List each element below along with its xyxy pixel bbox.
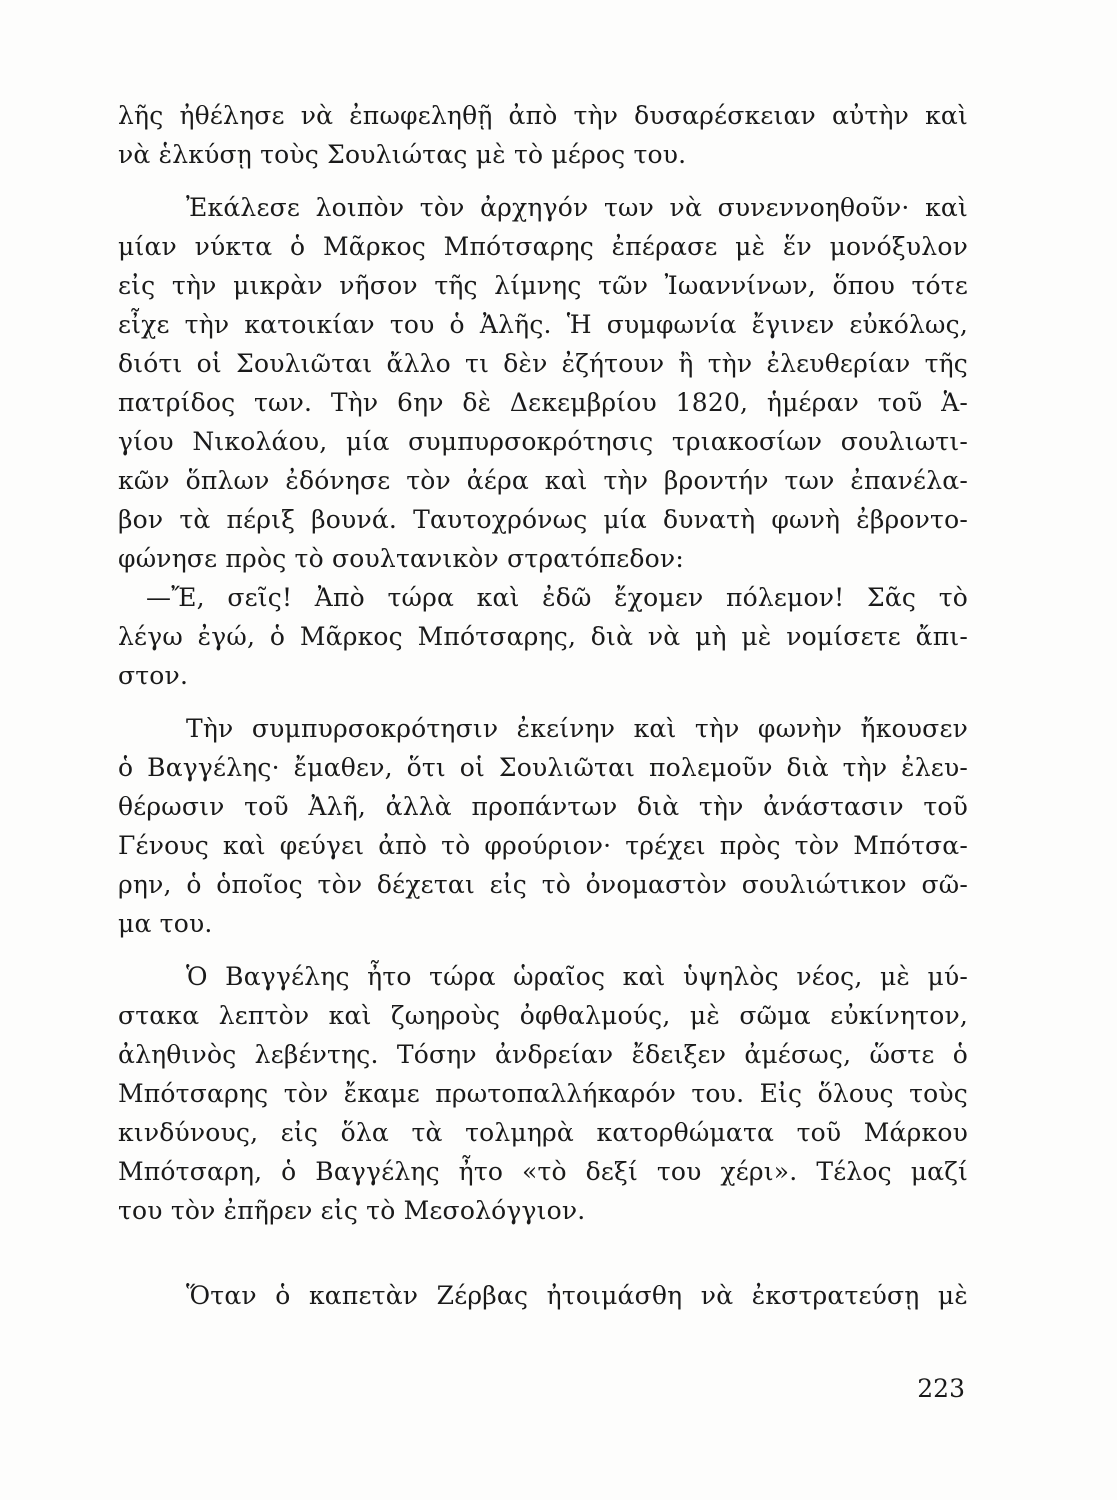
text-line: στον.	[118, 661, 189, 690]
text-line: εἶχε τὴν κατοικίαν του ὁ Ἀλῆς. Ἡ συμφωνία ἔγινεν εὐκόλως,	[118, 310, 968, 339]
text-line: γίου Νικολάου, μία συμπυρσοκρότησις τριακοσίων σουλιωτι-	[118, 427, 968, 456]
text-line: κινδύνους, εἰς ὅλα τὰ τολμηρὰ κατορθώματα τοῦ Μάρκου	[118, 1118, 968, 1147]
text-line: ρην, ὁ ὁποῖος τὸν δέχεται εἰς τὸ ὀνομαστὸν σουλιώτικον σῶ-	[118, 870, 968, 899]
text-line: μα του.	[118, 909, 213, 938]
text-line: ὁ Βαγγέλης· ἔμαθεν, ὅτι οἱ Σουλιῶται πολεμοῦν διὰ τὴν ἐλευ-	[118, 753, 968, 782]
text-line: πατρίδος των. Τὴν 6ην δὲ Δεκεμβρίου 1820, ἡμέραν τοῦ Ἁ-	[118, 388, 968, 417]
text-line: βον τὰ πέριξ βουνά. Ταυτοχρόνως μία δυνατὴ φωνὴ ἐβροντο-	[118, 505, 968, 534]
text-line: εἰς τὴν μικρὰν νῆσον τῆς λίμνης τῶν Ἰωαννίνων, ὅπου τότε	[118, 271, 968, 300]
paragraph-gap	[118, 943, 968, 957]
text-line: λῆς ἠθέλησε νὰ ἐπωφεληθῇ ἀπὸ τὴν δυσαρέσκειαν αὐτὴν καὶ	[118, 101, 968, 130]
text-line: Τὴν συμπυρσοκρότησιν ἐκείνην καὶ τὴν φωνὴν ἤκουσεν	[186, 714, 968, 743]
page-text	[118, 96, 968, 1315]
text-line: Ὅταν ὁ καπετὰν Ζέρβας ἠτοιμάσθη νὰ ἐκστρατεύσῃ μὲ	[186, 1281, 968, 1310]
text-line: του τὸν ἐπῆρεν εἰς τὸ Μεσολόγγιον.	[118, 1196, 586, 1225]
dialogue-line: —Ἔ, σεῖς! Ἀπὸ τώρα καὶ ἐδῶ ἔχομεν πόλεμον! Σᾶς τὸ	[146, 583, 968, 612]
text-line: κῶν ὅπλων ἐδόνησε τὸν ἀέρα καὶ τὴν βροντήν των ἐπανέλα-	[118, 466, 968, 495]
text-line: νὰ ἑλκύσῃ τοὺς Σουλιώτας μὲ τὸ μέρος του.	[118, 140, 687, 169]
paragraph-gap	[118, 695, 968, 709]
text-line: λέγω ἐγώ, ὁ Μᾶρκος Μπότσαρης, διὰ νὰ μὴ μὲ νομίσετε ἄπι-	[118, 622, 968, 651]
text-line: θέρωσιν τοῦ Ἀλῆ, ἀλλὰ προπάντων διὰ τὴν ἀνάστασιν τοῦ	[118, 792, 968, 821]
text-line: φώνησε πρὸς τὸ σουλτανικὸν στρατόπεδον:	[118, 544, 684, 573]
paragraph-gap	[118, 174, 968, 188]
text-line: μίαν νύκτα ὁ Μᾶρκος Μπότσαρης ἐπέρασε μὲ ἕν μονόξυλον	[118, 232, 968, 261]
page-number: 223	[917, 1374, 965, 1403]
text-line: Ἐκάλεσε λοιπὸν τὸν ἀρχηγόν των νὰ συνεννοηθοῦν· καὶ	[186, 193, 968, 222]
text-line: διότι οἱ Σουλιῶται ἄλλο τι δὲν ἐζήτουν ἢ τὴν ἐλευθερίαν τῆς	[118, 349, 968, 378]
section-gap	[118, 1230, 968, 1276]
text-line: ἀληθινὸς λεβέντης. Τόσην ἀνδρείαν ἔδειξεν ἀμέσως, ὥστε ὁ	[118, 1040, 968, 1069]
text-line: Μπότσαρης τὸν ἔκαμε πρωτοπαλλήκαρόν του. Εἰς ὅλους τοὺς	[118, 1079, 968, 1108]
text-line: στακα λεπτὸν καὶ ζωηροὺς ὀφθαλμούς, μὲ σῶμα εὐκίνητον,	[118, 1001, 968, 1030]
text-line: Μπότσαρη, ὁ Βαγγέλης ἦτο «τὸ δεξί του χέρι». Τέλος μαζί	[118, 1157, 968, 1186]
text-line: Γένους καὶ φεύγει ἀπὸ τὸ φρούριον· τρέχει πρὸς τὸν Μπότσα-	[118, 831, 968, 860]
text-line: Ὁ Βαγγέλης ἦτο τώρα ὡραῖος καὶ ὑψηλὸς νέος, μὲ μύ-	[186, 962, 968, 991]
